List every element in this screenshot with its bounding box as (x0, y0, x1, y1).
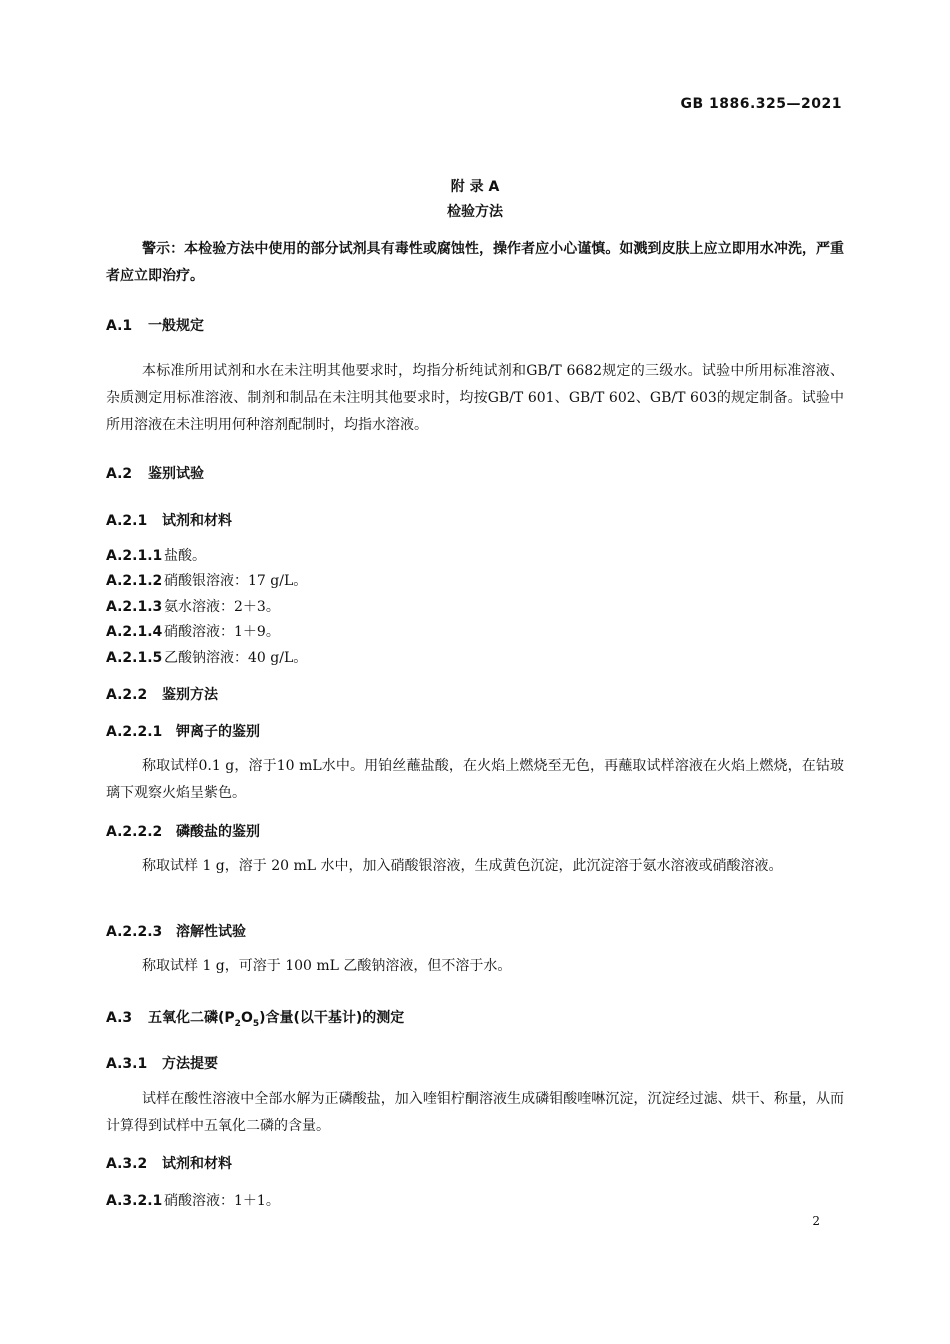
item-number: A.2.1.5 (106, 650, 163, 666)
heading-a2 (106, 463, 204, 483)
list-item (106, 621, 280, 641)
heading-a31 (106, 1053, 218, 1073)
appendix-title: 检验方法 (447, 204, 503, 220)
heading-a1 (106, 315, 204, 335)
heading-title: 钾离子的鉴别 (176, 724, 260, 740)
paragraph-a223: 称取试样 1 g，可溶于 100 mL 乙酸钠溶液，但不溶于水。 (142, 958, 512, 974)
item-text: 盐酸。 (164, 548, 206, 564)
item-text: 硝酸溶液：1＋9。 (164, 624, 280, 640)
heading-number: A.3.2 (106, 1156, 148, 1172)
heading-number: A.3.1 (106, 1056, 148, 1072)
heading-a223 (106, 921, 246, 941)
paragraph-a1: 本标准所用试剂和水在未注明其他要求时，均指分析纯试剂和GB/T 6682规定的三级水。试验中所用标准溶液、杂质测定用标准溶液、制剂和制品在未注明其他要求时，均按GB/T 601、GB/T 602、GB/T 603的规定制备。试验中所用溶液在未注明用何种溶剂配制时，均指水溶液。 (106, 363, 844, 433)
heading-number: A.2.2.3 (106, 924, 163, 940)
list-item (106, 647, 307, 667)
item-number: A.2.1.2 (106, 573, 163, 589)
heading-a22 (106, 684, 218, 704)
heading-title: 试剂和材料 (162, 513, 232, 529)
heading-title: 方法提要 (162, 1056, 218, 1072)
item-number: A.2.1.1 (106, 548, 163, 564)
list-item (106, 596, 280, 616)
item-text: 乙酸钠溶液：40 g/L。 (164, 650, 308, 666)
heading-title: 鉴别方法 (162, 687, 218, 703)
heading-a221 (106, 721, 260, 741)
heading-title: 磷酸盐的鉴别 (176, 824, 260, 840)
heading-number: A.1 (106, 318, 133, 334)
item-text: 硝酸溶液：1＋1。 (164, 1193, 280, 1209)
paragraph-a222: 称取试样 1 g，溶于 20 mL 水中，加入硝酸银溶液，生成黄色沉淀，此沉淀溶于氨水溶液或硝酸溶液。 (142, 858, 783, 874)
heading-a21 (106, 510, 232, 530)
heading-a32 (106, 1153, 232, 1173)
heading-number: A.2.2 (106, 687, 148, 703)
page-number: 2 (812, 1214, 820, 1228)
heading-title: 鉴别试验 (148, 466, 204, 482)
list-item (106, 1190, 280, 1210)
heading-number: A.2.2.1 (106, 724, 163, 740)
paragraph-a221: 称取试样0.1 g，溶于10 mL水中。用铂丝蘸盐酸，在火焰上燃烧至无色，再蘸取试样溶液在火焰上燃烧，在钴玻璃下观察火焰呈紫色。 (106, 758, 844, 801)
list-item (106, 545, 206, 565)
heading-number: A.3 (106, 1010, 133, 1026)
item-number: A.3.2.1 (106, 1193, 163, 1209)
appendix-label: 附 录 A (450, 179, 500, 195)
list-item (106, 570, 307, 590)
standard-number: GB 1886.325—2021 (680, 96, 842, 112)
heading-number: A.2.1 (106, 513, 148, 529)
item-number: A.2.1.3 (106, 599, 163, 615)
warning-text: 警示：本检验方法中使用的部分试剂具有毒性或腐蚀性，操作者应小心谨慎。如溅到皮肤上应立即用水冲洗，严重者应立即治疗。 (106, 241, 844, 284)
heading-title: 试剂和材料 (162, 1156, 232, 1172)
heading-title: 五氧化二磷$(P_2O_5)$含量(以干基计)的测定 (148, 1010, 405, 1029)
heading-title: 一般规定 (148, 318, 204, 334)
item-number: A.2.1.4 (106, 624, 163, 640)
heading-a222 (106, 821, 260, 841)
paragraph-a31: 试样在酸性溶液中全部水解为正磷酸盐，加入喹钼柠酮溶液生成磷钼酸喹啉沉淀，沉淀经过滤、烘干、称量，从而计算得到试样中五氧化二磷的含量。 (106, 1091, 844, 1134)
item-text: 氨水溶液：2＋3。 (164, 599, 280, 615)
heading-number: A.2.2.2 (106, 824, 163, 840)
heading-title: 溶解性试验 (176, 924, 246, 940)
item-text: 硝酸银溶液：17 g/L。 (164, 573, 308, 589)
heading-number: A.2 (106, 466, 133, 482)
heading-a3 (106, 1007, 404, 1029)
